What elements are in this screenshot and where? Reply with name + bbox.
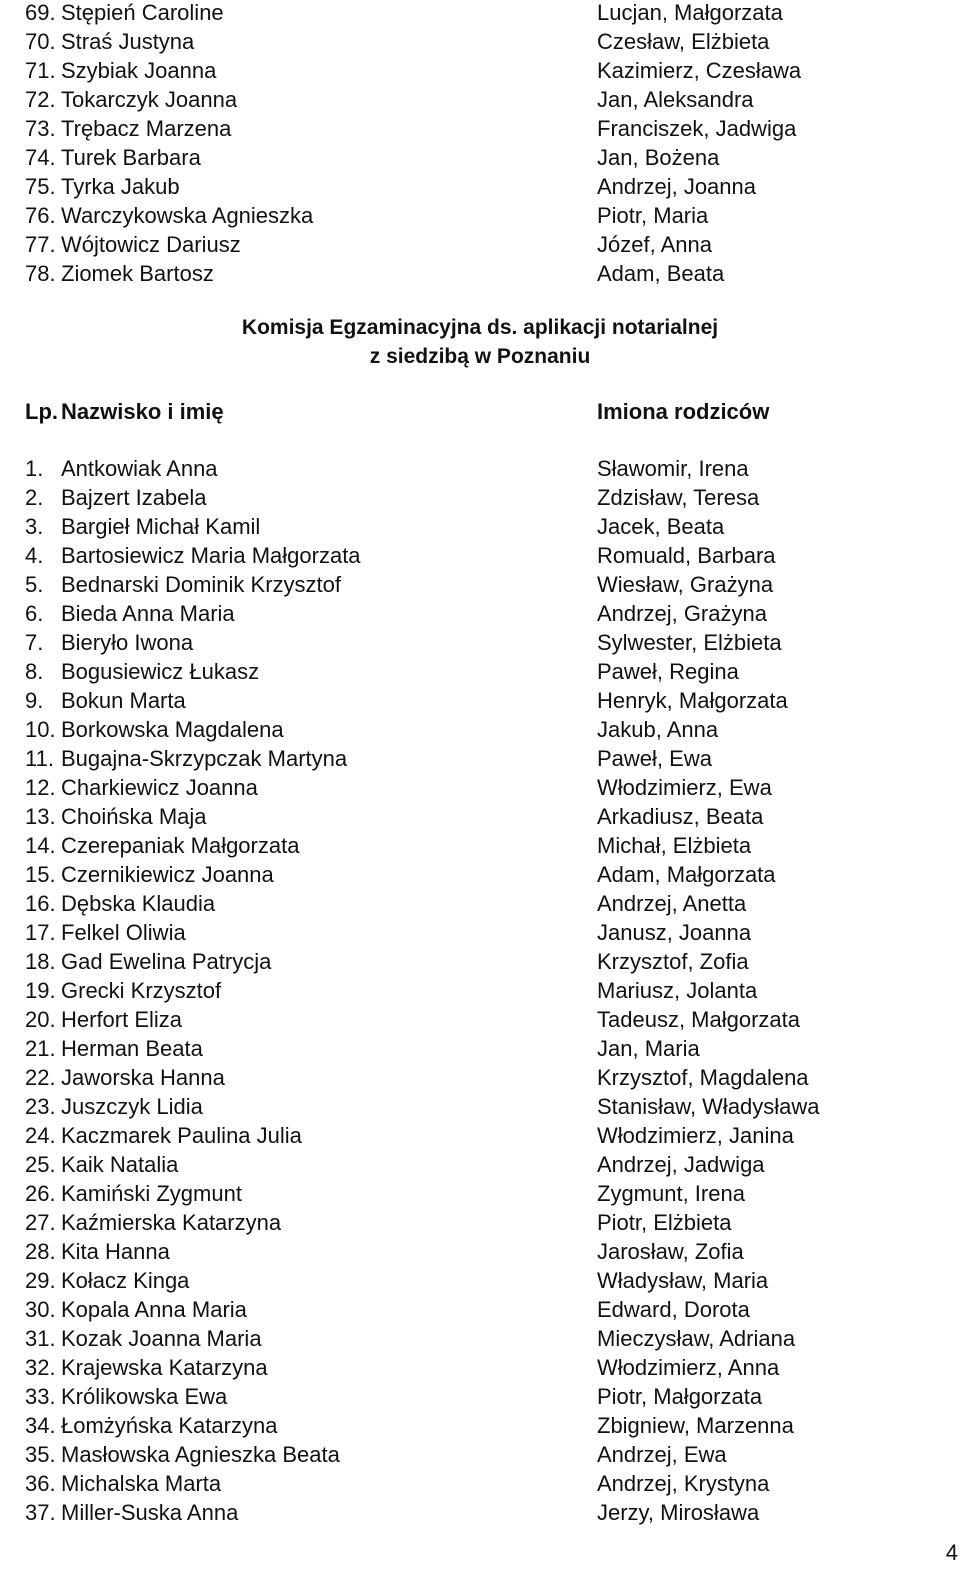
list-item [0,1440,960,1469]
entry-parents: Franciszek, Jadwiga [597,116,797,141]
entry-number: 35. [25,1442,56,1467]
entry-parents: Mariusz, Jolanta [597,978,758,1003]
entry-number: 1. [25,456,44,481]
entry-parents: Wiesław, Grażyna [597,572,774,597]
entry-parents: Jan, Bożena [597,145,720,170]
list-item [0,1324,960,1353]
entry-number: 78. [25,261,56,286]
entry-name: Krajewska Katarzyna [61,1355,268,1380]
entry-number: 70. [25,29,56,54]
entry-number: 7. [25,630,44,655]
entry-parents: Michał, Elżbieta [597,833,752,858]
entry-parents: Andrzej, Joanna [597,174,756,199]
entry-name: Bargieł Michał Kamil [61,514,261,539]
entry-number: 16. [25,891,56,916]
list-item [0,715,960,744]
entry-parents: Edward, Dorota [597,1297,750,1322]
entry-parents: Arkadiusz, Beata [597,804,764,829]
list-item [0,860,960,889]
entry-number: 17. [25,920,56,945]
entry-name: Gad Ewelina Patrycja [61,949,272,974]
table-header [0,397,960,426]
entry-number: 75. [25,174,56,199]
entry-number: 15. [25,862,56,887]
entry-parents: Józef, Anna [597,232,712,257]
list-item [0,512,960,541]
list-item [0,831,960,860]
entry-parents: Kazimierz, Czesława [597,58,802,83]
entry-number: 22. [25,1065,56,1090]
entry-number: 32. [25,1355,56,1380]
entry-parents: Tadeusz, Małgorzata [597,1007,800,1032]
entry-number: 71. [25,58,56,83]
list-item [0,773,960,802]
entry-name: Szybiak Joanna [61,58,217,83]
list-item [0,56,960,85]
entry-parents: Sylwester, Elżbieta [597,630,782,655]
section-title-line2: z siedzibą w Poznaniu [369,345,591,368]
entry-parents: Zdzisław, Teresa [597,485,760,510]
entry-name: Miller-Suska Anna [61,1500,239,1525]
entry-number: 26. [25,1181,56,1206]
entry-name: Herman Beata [61,1036,203,1061]
entry-parents: Andrzej, Grażyna [597,601,767,626]
entry-name: Kopala Anna Maria [61,1297,247,1322]
entry-parents: Włodzimierz, Janina [597,1123,794,1148]
entry-number: 72. [25,87,56,112]
entry-number: 31. [25,1326,56,1351]
entry-number: 23. [25,1094,56,1119]
entry-parents: Krzysztof, Zofia [597,949,749,974]
entry-parents: Andrzej, Jadwiga [597,1152,765,1177]
list-item [0,230,960,259]
entry-number: 33. [25,1384,56,1409]
entry-parents: Piotr, Maria [597,203,709,228]
entry-number: 69. [25,0,56,25]
entry-parents: Andrzej, Krystyna [597,1471,770,1496]
entry-parents: Adam, Małgorzata [597,862,776,887]
entry-parents: Włodzimierz, Ewa [597,775,772,800]
entry-name: Łomżyńska Katarzyna [61,1413,278,1438]
entry-number: 25. [25,1152,56,1177]
entry-name: Czernikiewicz Joanna [61,862,274,887]
entry-parents: Romuald, Barbara [597,543,776,568]
entry-name: Bugajna-Skrzypczak Martyna [61,746,348,771]
entry-number: 10. [25,717,56,742]
entry-parents: Jerzy, Mirosława [597,1500,760,1525]
entry-number: 74. [25,145,56,170]
entry-number: 4. [25,543,44,568]
entry-name: Herfort Eliza [61,1007,183,1032]
entry-number: 19. [25,978,56,1003]
entry-parents: Janusz, Joanna [597,920,752,945]
list-item [0,686,960,715]
entry-parents: Czesław, Elżbieta [597,29,770,54]
entry-name: Bieda Anna Maria [61,601,235,626]
entry-name: Ziomek Bartosz [61,261,214,286]
list-item [0,114,960,143]
entry-name: Kaik Natalia [61,1152,179,1177]
list-item [0,1295,960,1324]
entry-name: Czerepaniak Małgorzata [61,833,300,858]
entry-name: Turek Barbara [61,145,201,170]
list-item [0,172,960,201]
entry-number: 30. [25,1297,56,1322]
entry-name: Bednarski Dominik Krzysztof [61,572,341,597]
list-item [0,1034,960,1063]
list-item [0,1005,960,1034]
list-item [0,143,960,172]
list-item [0,628,960,657]
entry-number: 3. [25,514,44,539]
entry-parents: Sławomir, Irena [597,456,749,481]
entry-name: Bokun Marta [61,688,186,713]
entry-name: Felkel Oliwia [61,920,186,945]
entry-name: Wójtowicz Dariusz [61,232,241,257]
entry-name: Kozak Joanna Maria [61,1326,262,1351]
list-item [0,918,960,947]
page-number: 4 [945,1540,958,1565]
list-item [0,1353,960,1382]
list-item [0,1498,960,1527]
entry-name: Tokarczyk Joanna [61,87,238,112]
entry-name: Bogusiewicz Łukasz [61,659,260,684]
list-item [0,1266,960,1295]
header-parents: Imiona rodziców [597,399,770,424]
list-item [0,1237,960,1266]
entry-parents: Władysław, Maria [597,1268,769,1293]
entry-parents: Jarosław, Zofia [597,1239,744,1264]
list-item [0,976,960,1005]
list-item [0,85,960,114]
entry-number: 14. [25,833,56,858]
list-item [0,889,960,918]
entry-name: Choińska Maja [61,804,207,829]
entry-name: Kaczmarek Paulina Julia [61,1123,302,1148]
entry-number: 36. [25,1471,56,1496]
entry-number: 76. [25,203,56,228]
list-item [0,454,960,483]
list-item [0,483,960,512]
entry-parents: Mieczysław, Adriana [597,1326,796,1351]
entry-name: Antkowiak Anna [61,456,218,481]
entry-name: Straś Justyna [61,29,195,54]
list-item [0,541,960,570]
list-item [0,657,960,686]
list-item [0,1469,960,1498]
entry-parents: Andrzej, Anetta [597,891,747,916]
list-item [0,1092,960,1121]
entry-number: 12. [25,775,56,800]
entry-name: Bieryło Iwona [61,630,194,655]
entry-parents: Lucjan, Małgorzata [597,0,783,25]
entry-number: 2. [25,485,44,510]
entry-name: Warczykowska Agnieszka [61,203,314,228]
entry-name: Bartosiewicz Maria Małgorzata [61,543,361,568]
header-number: Lp. [25,399,58,424]
list-item [0,0,960,27]
entry-parents: Andrzej, Ewa [597,1442,727,1467]
list-item [0,570,960,599]
entry-number: 34. [25,1413,56,1438]
list-item [0,744,960,773]
entry-name: Grecki Krzysztof [61,978,222,1003]
entry-number: 37. [25,1500,56,1525]
entry-parents: Jacek, Beata [597,514,725,539]
entry-name: Kaźmierska Katarzyna [61,1210,282,1235]
entry-parents: Henryk, Małgorzata [597,688,788,713]
entry-name: Jaworska Hanna [61,1065,225,1090]
entry-name: Borkowska Magdalena [61,717,284,742]
entry-name: Trębacz Marzena [61,116,232,141]
entry-number: 27. [25,1210,56,1235]
section-title-line1: Komisja Egzaminacyjna ds. aplikacji notarialnej [241,316,719,339]
entry-number: 20. [25,1007,56,1032]
entry-parents: Paweł, Regina [597,659,739,684]
entry-number: 11. [25,746,54,771]
entry-number: 73. [25,116,56,141]
entry-name: Stępień Caroline [61,0,224,25]
entry-parents: Zbigniew, Marzenna [597,1413,794,1438]
entry-name: Michalska Marta [61,1471,222,1496]
entry-name: Bajzert Izabela [61,485,207,510]
entry-number: 6. [25,601,44,626]
entry-name: Masłowska Agnieszka Beata [61,1442,340,1467]
entry-name: Juszczyk Lidia [61,1094,203,1119]
entry-parents: Paweł, Ewa [597,746,712,771]
entry-parents: Włodzimierz, Anna [597,1355,780,1380]
entry-name: Charkiewicz Joanna [61,775,258,800]
list-item [0,802,960,831]
entry-parents: Jakub, Anna [597,717,719,742]
list-item [0,1208,960,1237]
list-item [0,1179,960,1208]
entry-parents: Adam, Beata [597,261,725,286]
list-item [0,201,960,230]
entry-name: Dębska Klaudia [61,891,216,916]
entry-number: 29. [25,1268,56,1293]
entry-name: Kołacz Kinga [61,1268,190,1293]
entry-parents: Jan, Maria [597,1036,700,1061]
entry-parents: Piotr, Małgorzata [597,1384,763,1409]
entry-name: Królikowska Ewa [61,1384,228,1409]
list-item [0,599,960,628]
list-item [0,27,960,56]
entry-number: 13. [25,804,56,829]
entry-parents: Stanisław, Władysława [597,1094,820,1119]
entry-number: 24. [25,1123,56,1148]
entry-number: 28. [25,1239,56,1264]
entry-parents: Zygmunt, Irena [597,1181,745,1206]
list-item [0,947,960,976]
entry-number: 8. [25,659,44,684]
list-item [0,1382,960,1411]
list-item [0,1063,960,1092]
entry-number: 77. [25,232,56,257]
list-item [0,1411,960,1440]
entry-name: Kita Hanna [61,1239,170,1264]
entry-number: 21. [25,1036,56,1061]
entry-name: Tyrka Jakub [61,174,180,199]
entry-number: 5. [25,572,44,597]
entry-parents: Krzysztof, Magdalena [597,1065,809,1090]
entry-number: 18. [25,949,56,974]
entry-parents: Piotr, Elżbieta [597,1210,732,1235]
list-item [0,1150,960,1179]
entry-number: 9. [25,688,44,713]
entry-name: Kamiński Zygmunt [61,1181,242,1206]
list-item [0,259,960,288]
list-item [0,1121,960,1150]
header-name: Nazwisko i imię [61,399,224,424]
entry-parents: Jan, Aleksandra [597,87,754,112]
